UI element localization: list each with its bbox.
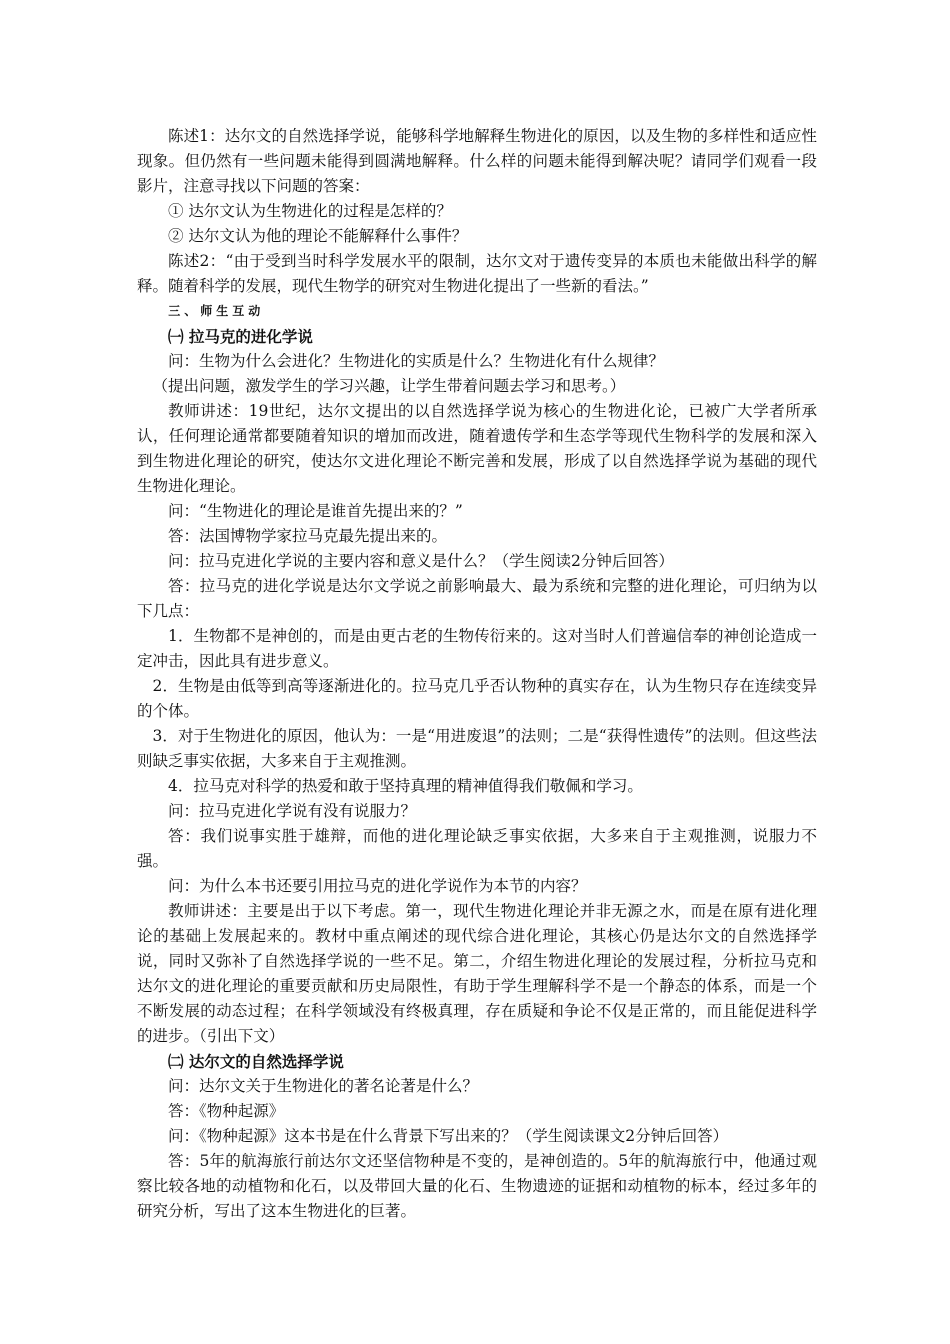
paragraph-point-2: 2．生物是由低等到高等逐渐进化的。拉马克几乎否认物种的真实存在，认为生物只存在连续变异的个体。 <box>137 677 817 720</box>
paragraph-point-3: 3．对于生物进化的原因，他认为：一是“用进废退”的法则；二是“获得性遗传”的法则。但这些法则缺乏事实依据，大多来自于主观推测。 <box>137 727 817 770</box>
paragraph-point-1: 1．生物都不是神创的，而是由更古老的生物传衍来的。这对当时人们普遍信奉的神创论造成一定冲击，因此具有进步意义。 <box>137 627 817 670</box>
subsection-heading-lamarck: ㈠ 拉马克的进化学说 <box>168 327 313 346</box>
paragraph-answer: 答：法国博物学家拉马克最先提出来的。 <box>168 527 448 545</box>
paragraph-question: 问：生物为什么会进化？生物进化的实质是什么？生物进化有什么规律？ <box>168 352 665 370</box>
paragraph-note: （提出问题，激发学生的学习兴趣，让学生带着问题去学习和思考。） <box>152 377 626 395</box>
paragraph-answer: 答：《物种起源》 <box>168 1102 285 1120</box>
paragraph-teacher-explanation: 教师讲述：19世纪，达尔文提出的以自然选择学说为核心的生物进化论，已被广大学者所承认，任何理论通常都要随着知识的增加而改进，随着遗传学和生态学等现代生物科学的发展和深入到生物进化理论的研究，使达尔文进化理论不断完善和发展，形成了以自然选择学说为基础的现代生物进化理论。 <box>137 402 817 495</box>
paragraph-question: 问：拉马克进化学说的主要内容和意义是什么？（学生阅读2分钟后回答） <box>168 552 674 570</box>
question-item-2: ② 达尔文认为他的理论不能解释什么事件？ <box>168 227 468 245</box>
paragraph-point-4: 4．拉马克对科学的热爱和敢于坚持真理的精神值得我们敬佩和学习。 <box>168 777 643 795</box>
paragraph-answer: 答：5年的航海旅行前达尔文还坚信物种是不变的，是神创造的。5年的航海旅行中，他通过观察比较各地的动植物和化石，以及带回大量的化石、生物遗迹的证据和动植物的标本，经过多年的研究分析，写出了这本生物进化的巨著。 <box>137 1152 817 1220</box>
question-item-1: ① 达尔文认为生物进化的过程是怎样的？ <box>168 202 452 220</box>
paragraph-question: 问：《物种起源》这本书是在什么背景下写出来的？（学生阅读课文2分钟后回答） <box>168 1127 729 1145</box>
paragraph-question: 问：“生物进化的理论是谁首先提出来的？” <box>168 502 463 520</box>
paragraph-question: 问：为什么本书还要引用拉马克的进化学说作为本节的内容？ <box>168 877 587 895</box>
paragraph-statement-2: 陈述2：“由于受到当时科学发展水平的限制，达尔文对于遗传变异的本质也未能做出科学的解释。随着科学的发展，现代生物学的研究对生物进化提出了一些新的看法。” <box>137 252 817 295</box>
subsection-heading-darwin: ㈡ 达尔文的自然选择学说 <box>168 1052 344 1071</box>
section-heading-interaction: 三、师生互动 <box>168 304 265 318</box>
paragraph-question: 问：拉马克进化学说有没有说服力？ <box>168 802 417 820</box>
paragraph-question: 问：达尔文关于生物进化的著名论著是什么？ <box>168 1077 479 1095</box>
paragraph-teacher-explanation: 教师讲述：主要是出于以下考虑。第一，现代生物进化理论并非无源之水，而是在原有进化理论的基础上发展起来的。教材中重点阐述的现代综合进化理论，其核心仍是达尔文的自然选择学说，同时又弥补了自然选择学说的一些不足。第二，介绍生物进化理论的发展过程，分析拉马克和达尔文的进化理论的重要贡献和历史局限性，有助于学生理解科学不是一个静态的体系，而是一个不断发展的动态过程；在科学领域没有终极真理，存在质疑和争论不仅是正常的，而且能促进科学的进步。（引出下文） <box>137 902 817 1045</box>
paragraph-statement-1: 陈述1：达尔文的自然选择学说，能够科学地解释生物进化的原因，以及生物的多样性和适应性现象。但仍然有一些问题未能得到圆满地解释。什么样的问题未能得到解决呢？请同学们观看一段影片，注意寻找以下问题的答案： <box>137 127 817 195</box>
paragraph-answer: 答：我们说事实胜于雄辩，而他的进化理论缺乏事实依据，大多来自于主观推测，说服力不强。 <box>137 827 817 870</box>
paragraph-answer: 答：拉马克的进化学说是达尔文学说之前影响最大、最为系统和完整的进化理论，可归纳为以下几点： <box>137 577 817 620</box>
document-page <box>137 124 817 1224</box>
